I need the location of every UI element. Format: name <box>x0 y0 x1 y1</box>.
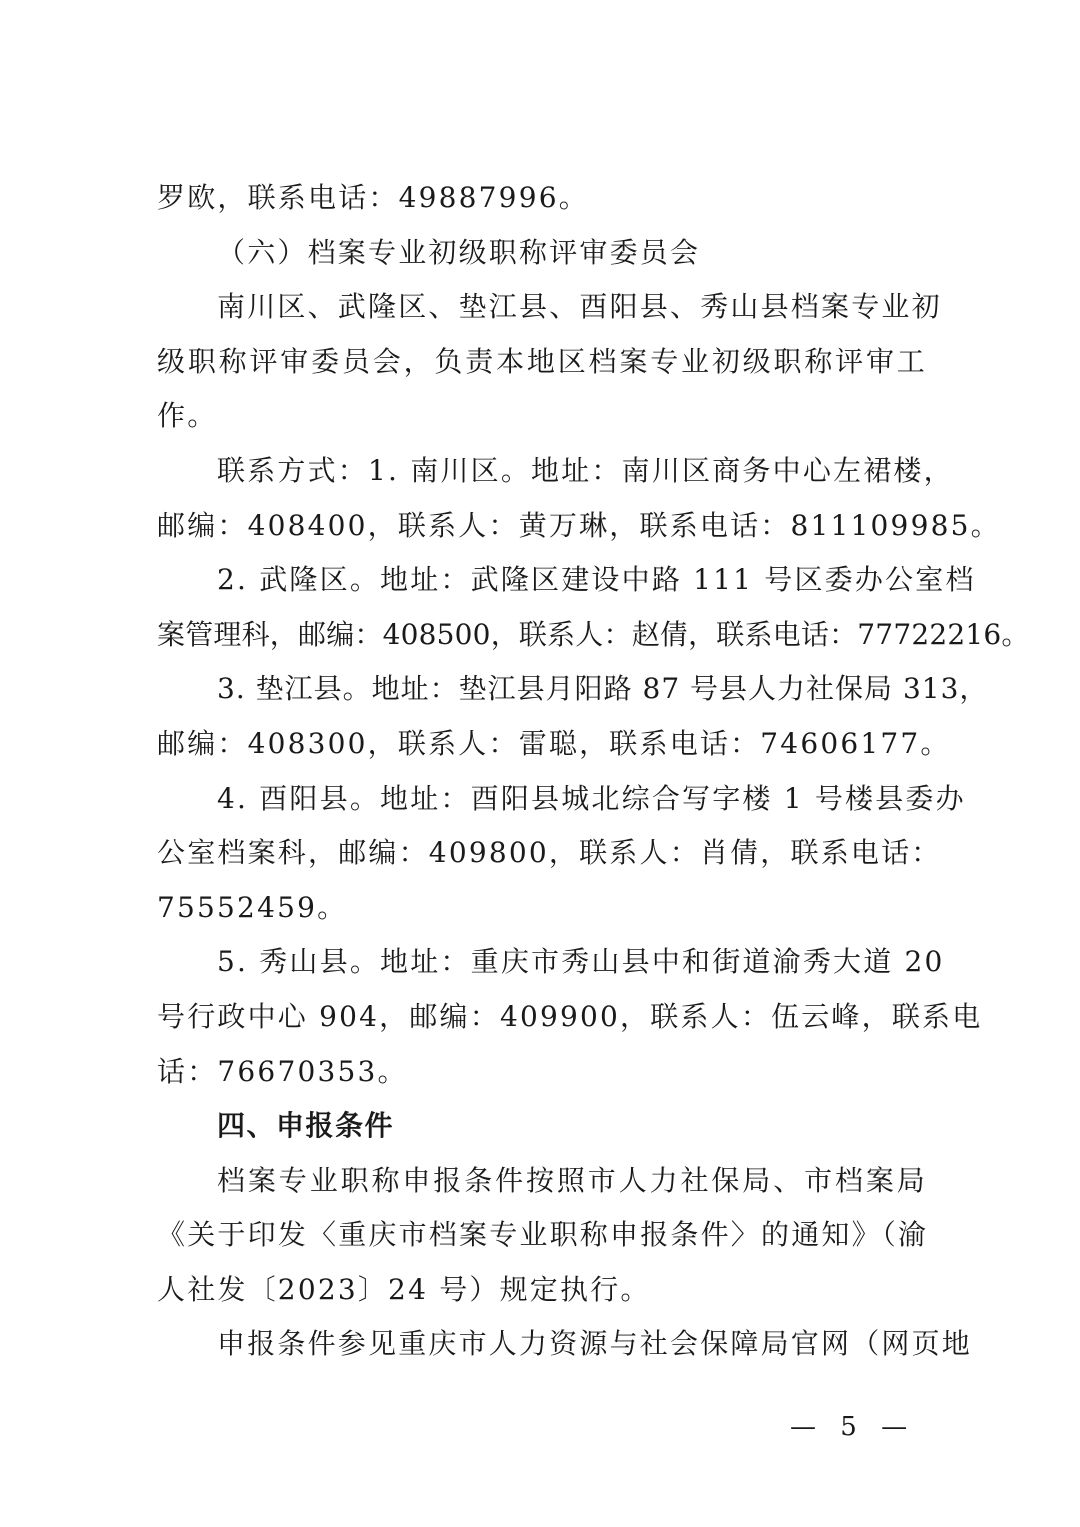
section-heading: 四、申报条件 <box>217 1109 395 1143</box>
text-line: 75552459。 <box>157 890 348 924</box>
text-line: 5. 秀山县。地址：重庆市秀山县中和街道渝秀大道 20 <box>217 945 945 979</box>
text-line: 档案专业职称申报条件按照市人力社保局、市档案局 <box>217 1163 927 1197</box>
document-body <box>157 171 1030 1372</box>
text-line: 3. 垫江县。地址：垫江县月阳路 87 号县人力社保局 313， <box>217 672 989 706</box>
text-line: 号行政中心 904，邮编：409900，联系人：伍云峰，联系电 <box>157 999 983 1033</box>
text-line: 作。 <box>157 399 218 433</box>
text-line: 《关于印发〈重庆市档案专业职称申报条件〉的通知》（渝 <box>157 1218 929 1252</box>
text-line: 人社发〔2023〕24 号）规定执行。 <box>157 1272 651 1306</box>
text-line: 邮编：408400，联系人：黄万琳，联系电话：811109985。 <box>157 508 1001 542</box>
text-line: 话：76670353。 <box>157 1054 408 1088</box>
text-line: 联系方式：1. 南川区。地址：南川区商务中心左裙楼， <box>217 453 954 487</box>
text-line: 罗欧，联系电话：49887996。 <box>157 181 589 214</box>
text-line: 4. 酉阳县。地址：酉阳县城北综合写字楼 1 号楼县委办 <box>217 781 966 815</box>
text-line: 级职称评审委员会，负责本地区档案专业初级职称评审工 <box>157 344 927 378</box>
text-line: 案管理科，邮编：408500，联系人：赵倩，联系电话：77722216。 <box>157 617 1030 651</box>
text-line: 申报条件参见重庆市人力资源与社会保障局官网（网页地 <box>217 1327 973 1361</box>
text-line: 南川区、武隆区、垫江县、酉阳县、秀山县档案专业初 <box>217 290 942 324</box>
page-number: — 5 — <box>790 1412 916 1442</box>
section-subheading: （六）档案专业初级职称评审委员会 <box>217 235 701 269</box>
text-line: 2. 武隆区。地址：武隆区建设中路 111 号区委办公室档 <box>217 563 976 597</box>
text-line: 公室档案科，邮编：409800，联系人：肖倩，联系电话： <box>157 836 942 870</box>
text-line: 邮编：408300，联系人：雷聪，联系电话：74606177。 <box>157 726 951 760</box>
